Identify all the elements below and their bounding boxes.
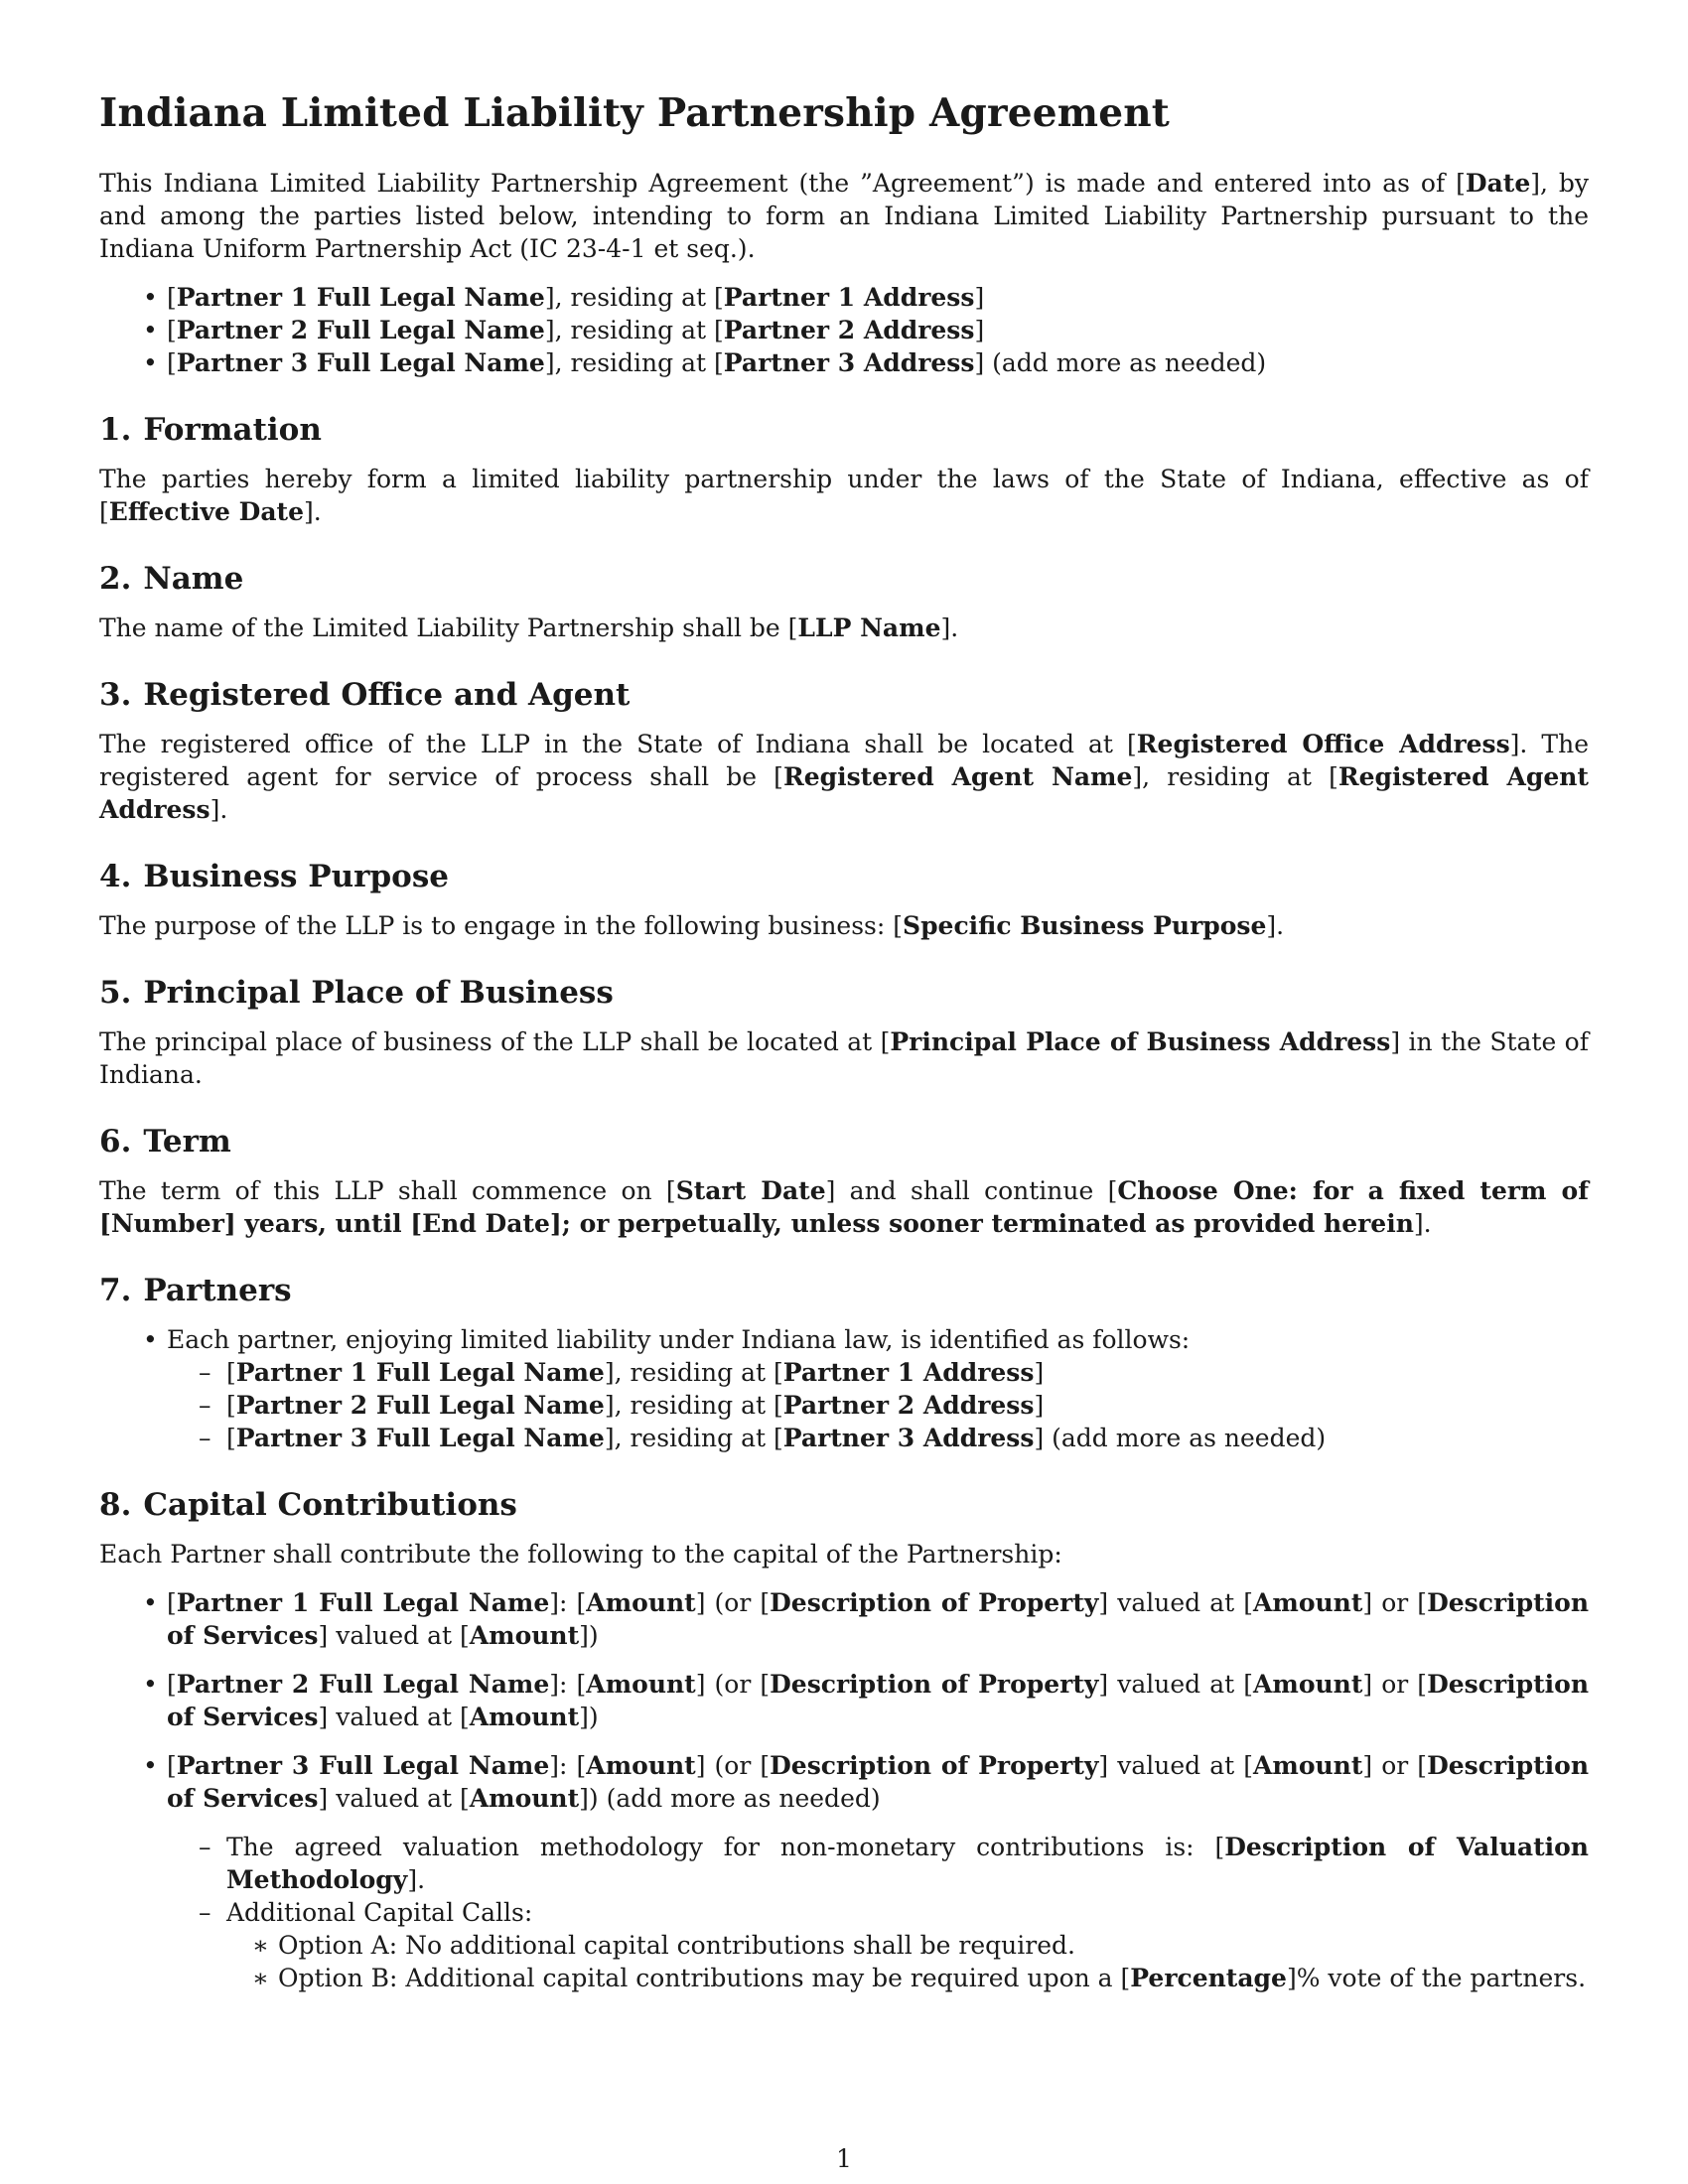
section-title: Partners xyxy=(143,1273,292,1308)
section-title: Name xyxy=(143,561,244,597)
partner-name-placeholder: Partner 3 Full Legal Name xyxy=(235,1424,605,1452)
placeholder: Effective Date xyxy=(108,497,304,526)
list-suffix: ]) xyxy=(579,1621,599,1650)
intro-text: This Indiana Limited Liability Partnership Agreement (the ”Agreement”) is made and entered into as of [ xyxy=(99,169,1466,198)
contributions-list xyxy=(99,1586,1589,1994)
connector-text: ] or [ xyxy=(1362,1670,1428,1699)
property-placeholder: Description of Property xyxy=(770,1751,1099,1780)
list-item: – [Partner 1 Full Legal Name], residing at [Partner 1 Address] xyxy=(167,1356,1589,1389)
partner-address-placeholder: Partner 2 Address xyxy=(723,316,975,344)
partner-address-placeholder: Partner 1 Address xyxy=(723,283,975,312)
section-heading xyxy=(99,856,1589,897)
body-text: ]. The registered agent for service of process shall be [ xyxy=(99,730,1590,791)
list-suffix: ] (add more as needed) xyxy=(974,348,1267,377)
connector-text: ] valued at [ xyxy=(1098,1588,1253,1617)
intro-text: ], by and among the parties listed below, intending to form an Indiana Limited Liability Partnership pursuant to the Indiana Uniform Partnership Act (IC 23-4-1 et seq.). xyxy=(99,169,1589,263)
list-item: ∗ Option A: No additional capital contributions shall be required. xyxy=(226,1929,1589,1962)
connector-text: ] valued at [ xyxy=(318,1784,470,1813)
residing-text: ], residing at [ xyxy=(604,1391,783,1420)
document-title: Indiana Limited Liability Partnership Agreement xyxy=(99,90,1170,136)
body-text: ]. xyxy=(210,795,228,824)
section-body xyxy=(99,1174,1589,1240)
section-heading xyxy=(99,972,1589,1014)
partner-name-placeholder: Partner 3 Full Legal Name xyxy=(176,348,545,377)
property-placeholder: Description of Property xyxy=(770,1588,1099,1617)
section-heading xyxy=(99,1121,1589,1162)
placeholder: Principal Place of Business Address xyxy=(890,1027,1391,1056)
section-body xyxy=(99,728,1589,826)
placeholder: LLP Name xyxy=(797,614,941,642)
body-text: ]. xyxy=(940,614,959,642)
section-title: Registered Office and Agent xyxy=(143,677,631,713)
section-number: 8. xyxy=(99,1487,132,1523)
connector-text: ] valued at [ xyxy=(318,1621,470,1650)
partner-name-placeholder: Partner 2 Full Legal Name xyxy=(176,316,545,344)
list-suffix: ]) (add more as needed) xyxy=(579,1784,881,1813)
list-suffix: ]) xyxy=(579,1703,599,1731)
body-text: The agreed valuation methodology for non-monetary contributions is: [ xyxy=(226,1833,1225,1861)
section-partners xyxy=(99,1270,1589,1454)
section-body: Each Partner shall contribute the following to the capital of the Partnership: xyxy=(99,1540,1062,1569)
body-text: ]. xyxy=(407,1865,426,1894)
section-number: 7. xyxy=(99,1273,132,1308)
section-title: Formation xyxy=(143,412,322,448)
list-suffix: ] xyxy=(974,283,985,312)
section-formation xyxy=(99,409,1589,528)
placeholder: Specific Business Purpose xyxy=(903,911,1267,940)
connector-text: ] (or [ xyxy=(695,1751,771,1780)
residing-text: ], residing at [ xyxy=(544,283,724,312)
partner-name-placeholder: Partner 3 Full Legal Name xyxy=(176,1751,550,1780)
section-body xyxy=(99,1025,1589,1091)
partners-sublist xyxy=(167,1356,1589,1454)
list-item: • [Partner 2 Full Legal Name], residing at [Partner 2 Address] xyxy=(99,314,1589,346)
section-body xyxy=(99,612,1589,644)
connector-text: ] or [ xyxy=(1362,1751,1428,1780)
section-heading xyxy=(99,409,1589,451)
intro-paragraph xyxy=(99,167,1589,265)
body-text: The parties hereby form a limited liability partnership under the laws of the State of Indiana, effective as of [ xyxy=(99,465,1589,526)
list-item: – [Partner 3 Full Legal Name], residing at [Partner 3 Address] (add more as needed) xyxy=(167,1422,1589,1454)
intro-partner-list xyxy=(99,281,1589,379)
partner-address-placeholder: Partner 2 Address xyxy=(782,1391,1035,1420)
list-item xyxy=(99,1323,1589,1454)
amount-placeholder: Amount xyxy=(469,1784,580,1813)
connector-text: ]: [ xyxy=(549,1588,587,1617)
section-heading xyxy=(99,558,1589,600)
partner-address-placeholder: Partner 3 Address xyxy=(782,1424,1035,1452)
section-title: Business Purpose xyxy=(143,859,450,894)
partner-name-placeholder: Partner 1 Full Legal Name xyxy=(176,1588,550,1617)
section-title: Capital Contributions xyxy=(143,1487,517,1523)
section-term xyxy=(99,1121,1589,1240)
body-text: The name of the Limited Liability Partnership shall be [ xyxy=(99,614,798,642)
amount-placeholder: Amount xyxy=(1252,1751,1363,1780)
list-item: • [Partner 1 Full Legal Name], residing at [Partner 1 Address] xyxy=(99,281,1589,314)
contribution-details-list xyxy=(167,1831,1589,1994)
amount-placeholder: Amount xyxy=(1252,1670,1363,1699)
placeholder: Registered Office Address xyxy=(1136,730,1510,758)
connector-text: ] (or [ xyxy=(695,1670,771,1699)
body-text: ] in the State of Indiana. xyxy=(99,1027,1589,1089)
section-number: 3. xyxy=(99,677,132,713)
body-text: The principal place of business of the LLP shall be located at [ xyxy=(99,1027,891,1056)
connector-text: ] or [ xyxy=(1362,1588,1428,1617)
residing-text: ], residing at [ xyxy=(604,1358,783,1387)
services-placeholder: Description of Services xyxy=(167,1751,1589,1813)
connector-text: ] valued at [ xyxy=(1098,1751,1253,1780)
section-number: 2. xyxy=(99,561,132,597)
section-number: 4. xyxy=(99,859,132,894)
body-text: ]. xyxy=(1413,1209,1432,1238)
amount-placeholder: Amount xyxy=(469,1703,580,1731)
list-item xyxy=(167,1896,1589,1994)
body-text: Option B: Additional capital contributions may be required upon a [ xyxy=(278,1964,1131,1992)
body-text: ] and shall continue [ xyxy=(825,1176,1118,1205)
connector-text: ]: [ xyxy=(549,1751,587,1780)
date-placeholder: Date xyxy=(1465,169,1531,198)
list-item: • [Partner 3 Full Legal Name], residing at [Partner 3 Address] (add more as needed) xyxy=(99,346,1589,379)
list-suffix: ] (add more as needed) xyxy=(1034,1424,1327,1452)
section-name xyxy=(99,558,1589,644)
section-title: Principal Place of Business xyxy=(143,975,614,1011)
body-text: ]% vote of the partners. xyxy=(1286,1964,1587,1992)
partner-name-placeholder: Partner 2 Full Legal Name xyxy=(235,1391,605,1420)
partner-name-placeholder: Partner 2 Full Legal Name xyxy=(176,1670,550,1699)
list-suffix: ] xyxy=(974,316,985,344)
section-number: 6. xyxy=(99,1124,132,1160)
residing-text: ], residing at [ xyxy=(604,1424,783,1452)
amount-placeholder: Amount xyxy=(586,1670,696,1699)
section-heading xyxy=(99,1270,1589,1311)
section-business-purpose xyxy=(99,856,1589,942)
partners-list xyxy=(99,1323,1589,1454)
placeholder: Start Date xyxy=(675,1176,826,1205)
partner-name-placeholder: Partner 1 Full Legal Name xyxy=(176,283,545,312)
amount-placeholder: Amount xyxy=(1252,1588,1363,1617)
section-registered-office xyxy=(99,674,1589,826)
services-placeholder: Description of Services xyxy=(167,1588,1589,1650)
partner-address-placeholder: Partner 1 Address xyxy=(782,1358,1035,1387)
section-body xyxy=(99,463,1589,528)
residing-text: ], residing at [ xyxy=(544,316,724,344)
amount-placeholder: Amount xyxy=(469,1621,580,1650)
body-text: The registered office of the LLP in the State of Indiana shall be located at [ xyxy=(99,730,1137,758)
body-text: ]. xyxy=(1266,911,1285,940)
section-heading xyxy=(99,1484,1589,1526)
section-principal-place xyxy=(99,972,1589,1091)
section-number: 1. xyxy=(99,412,132,448)
list-item xyxy=(167,1831,1589,1896)
placeholder: Percentage xyxy=(1130,1964,1287,1992)
document-page xyxy=(99,87,1589,2010)
section-body xyxy=(99,909,1589,942)
connector-text: ] (or [ xyxy=(695,1588,771,1617)
body-text: ]. xyxy=(303,497,322,526)
connector-text: ] valued at [ xyxy=(1098,1670,1253,1699)
body-text: Additional Capital Calls: xyxy=(226,1898,533,1927)
partner-name-placeholder: Partner 1 Full Legal Name xyxy=(235,1358,605,1387)
amount-placeholder: Amount xyxy=(586,1588,696,1617)
property-placeholder: Description of Property xyxy=(770,1670,1099,1699)
amount-placeholder: Amount xyxy=(586,1751,696,1780)
connector-text: ] valued at [ xyxy=(318,1703,470,1731)
page-number: 1 xyxy=(836,2144,852,2173)
list-item: • [Partner 1 Full Legal Name]: [Amount] (or [Description of Property] valued at [Amount] or [Description of Services] valued at [Amount]) xyxy=(99,1586,1589,1652)
residing-text: ], residing at [ xyxy=(544,348,724,377)
services-placeholder: Description of Services xyxy=(167,1670,1589,1731)
list-item: • [Partner 3 Full Legal Name]: [Amount] (or [Description of Property] valued at [Amount] or [Description of Services] valued at [Amount]) (add more as needed) – The agreed valuation methodology for non-monetary contributions is: [Description of Valuation Methodology]. – Additional Capital Calls: ∗ Option A: No additional capital contributions shall be required. ∗ Option B: Additional capital contributions may be required upon a [Percentage]% vote of the partners. xyxy=(99,1749,1589,1994)
body-text: The term of this LLP shall commence on [ xyxy=(99,1176,676,1205)
list-suffix: ] xyxy=(1034,1358,1045,1387)
body-text: The purpose of the LLP is to engage in the following business: [ xyxy=(99,911,904,940)
list-item: • [Partner 2 Full Legal Name]: [Amount] (or [Description of Property] valued at [Amount] or [Description of Services] valued at [Amount]) xyxy=(99,1668,1589,1733)
list-item xyxy=(226,1962,1589,1994)
partner-address-placeholder: Partner 3 Address xyxy=(723,348,975,377)
list-item: – [Partner 2 Full Legal Name], residing at [Partner 2 Address] xyxy=(167,1389,1589,1422)
section-heading xyxy=(99,674,1589,716)
list-suffix: ] xyxy=(1034,1391,1045,1420)
body-text: ], residing at [ xyxy=(1132,762,1338,791)
placeholder: Registered Agent Name xyxy=(782,762,1133,791)
list-lead-text: Each partner, enjoying limited liability under Indiana law, is identified as follows: xyxy=(167,1325,1191,1354)
capital-calls-options xyxy=(226,1929,1589,1994)
section-title: Term xyxy=(143,1124,231,1160)
placeholder: Choose One: for a fixed term of [Number] years, until [End Date]; or perpetually, unless sooner terminated as provided herein xyxy=(99,1176,1589,1238)
placeholder: Registered Agent Address xyxy=(99,762,1589,824)
placeholder: Description of Valuation Methodology xyxy=(226,1833,1589,1894)
section-capital-contributions xyxy=(99,1484,1589,1994)
connector-text: ]: [ xyxy=(549,1670,587,1699)
section-number: 5. xyxy=(99,975,132,1011)
